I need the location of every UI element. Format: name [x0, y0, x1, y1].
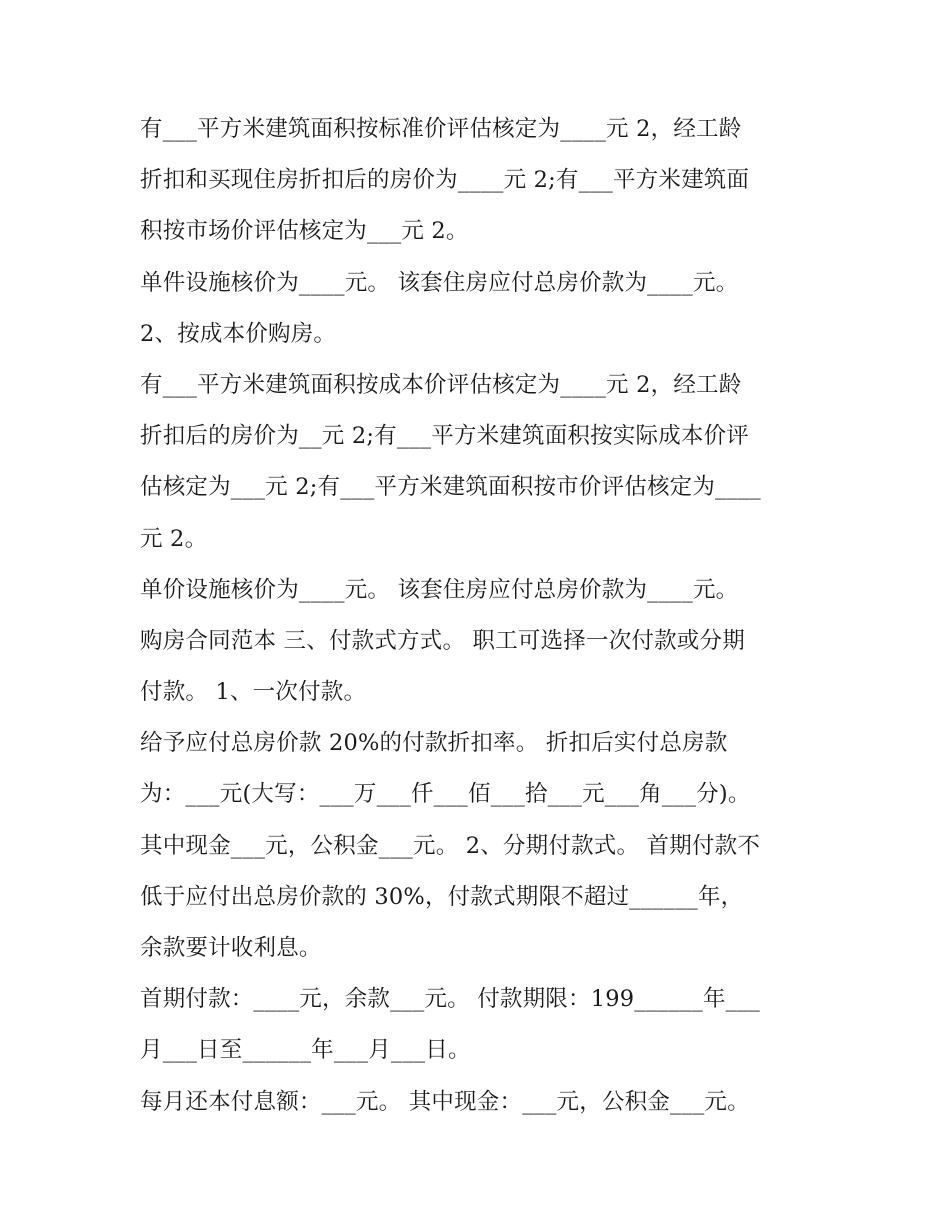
- text-line: 月___日至______年___月___日。: [140, 1037, 471, 1064]
- text-line: 购房合同范本 三、付款式方式。 职工可选择一次付款或分期: [140, 627, 745, 654]
- text-line: 余款要计收利息。: [140, 935, 322, 961]
- text-line: 折扣和买现住房折扣后的房价为____元 2;有___平方米建筑面: [140, 167, 750, 194]
- text-line: 为：___元(大写：___万___仟___佰___拾___元___角___分)。: [140, 781, 751, 808]
- text-line: 折扣后的房价为__元 2;有___平方米建筑面积按实际成本价评: [140, 423, 749, 450]
- section-heading: 2、按成本价购房。: [140, 320, 337, 347]
- text-line: 元 2。: [140, 525, 208, 552]
- text-line: 有___平方米建筑面积按成本价评估核定为____元 2，经工龄: [140, 371, 742, 398]
- text-line: 给予应付总房价款 20%的付款折扣率。 折扣后实付总房款: [140, 730, 728, 757]
- text-line: 其中现金___元，公积金___元。 2、分期付款式。 首期付款不: [140, 832, 761, 859]
- text-line: 低于应付出总房价款的 30%，付款式期限不超过______年，: [140, 883, 744, 910]
- text-line: 单件设施核价为____元。 该套住房应付总房价款为____元。: [140, 269, 739, 296]
- text-line: 估核定为___元 2;有___平方米建筑面积按市价评估核定为____: [140, 474, 761, 501]
- document-body: [140, 104, 820, 1128]
- text-line: 单价设施核价为____元。 该套住房应付总房价款为____元。: [140, 576, 739, 603]
- text-line: 每月还本付息额：___元。 其中现金：___元，公积金___元。: [140, 1088, 750, 1115]
- text-line: 付款。 1、一次付款。: [140, 679, 367, 706]
- text-line: 有___平方米建筑面积按标准价评估核定为____元 2，经工龄: [140, 116, 742, 142]
- text-line: 积按市场价评估核定为___元 2。: [140, 218, 469, 245]
- text-line: 首期付款：____元，余款___元。 付款期限：199______年___: [140, 986, 760, 1013]
